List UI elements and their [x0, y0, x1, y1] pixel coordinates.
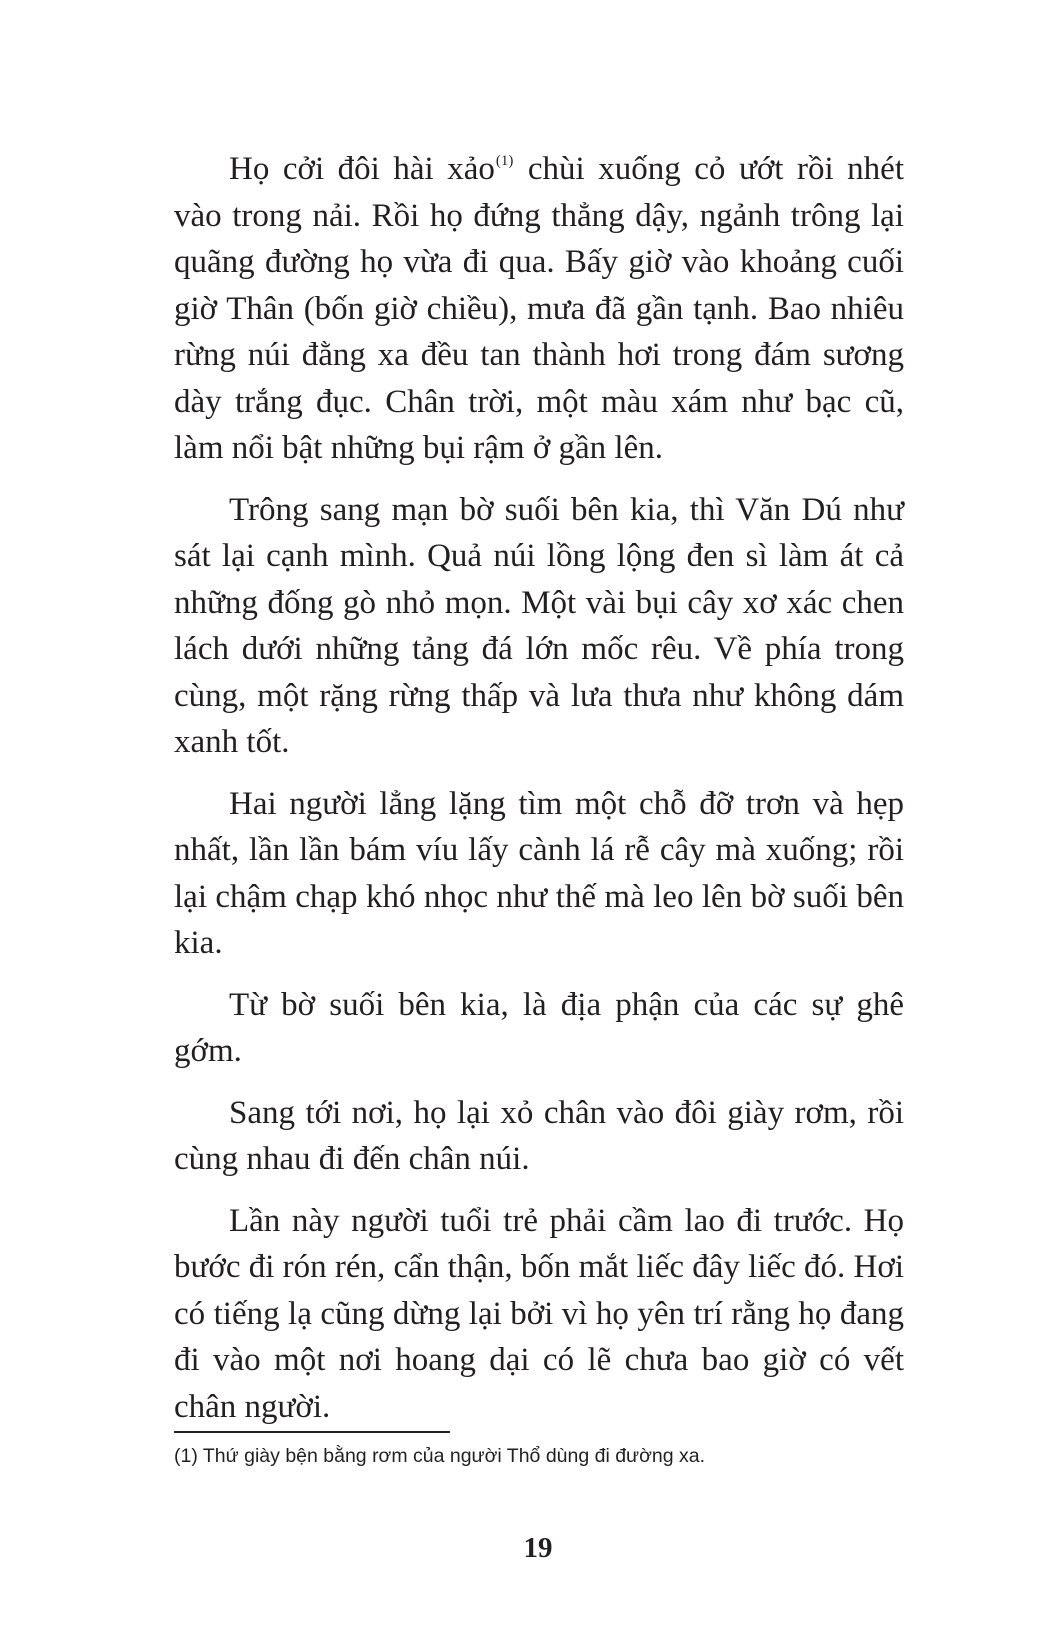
footnote-divider: [174, 1431, 450, 1433]
paragraph-4: Từ bờ suối bên kia, là địa phận của các sự ghê gớm.: [174, 986, 904, 1069]
paragraph-1-start: Họ cởi đôi hài xảo: [229, 151, 495, 187]
paragraph-3: Hai người lẳng lặng tìm một chỗ đỡ trơn và hẹp nhất, lần lần bám víu lấy cành lá rễ cây mà xuống; rồi lại chậm chạp khó nhọc như thế mà leo lên bờ suối bên kia.: [174, 785, 904, 961]
page-number: 19: [523, 1532, 553, 1564]
footnote-reference: (1): [495, 153, 514, 169]
body-text: [174, 146, 904, 1430]
paragraph-1-rest: chùi xuống cỏ ướt rồi nhét vào trong nải. Rồi họ đứng thẳng dậy, ngảnh trông lại quãng đường họ vừa đi qua. Bấy giờ vào khoảng cuối giờ Thân (bốn giờ chiều), mưa đã gần tạnh. Bao nhiêu rừng núi đằng xa đều tan thành hơi trong đám sương dày trắng đục. Chân trời, một màu xám như bạc cũ, làm nổi bật những bụi rậm ở gần lên.: [174, 151, 904, 466]
footnote: (1) Thứ giày bện bằng rơm của người Thổ dùng đi đường xa.: [174, 1445, 706, 1467]
paragraph-6: Lần này người tuổi trẻ phải cầm lao đi trước. Họ bước đi rón rén, cẩn thận, bốn mắt liếc đây liếc đó. Hơi có tiếng lạ cũng dừng lại bởi vì họ yên trí rằng họ đang đi vào một nơi hoang dại có lẽ chưa bao giờ có vết chân người.: [174, 1202, 904, 1425]
paragraph-5: Sang tới nơi, họ lại xỏ chân vào đôi giày rơm, rồi cùng nhau đi đến chân núi.: [174, 1094, 904, 1177]
paragraph-1: [174, 146, 904, 472]
paragraph-2: Trông sang mạn bờ suối bên kia, thì Văn Dú như sát lại cạnh mình. Quả núi lồng lộng đen sì làm át cả những đống gò nhỏ mọn. Một vài bụi cây xơ xác chen lách dưới những tảng đá lớn mốc rêu. Về phía trong cùng, một rặng rừng thấp và lưa thưa như không dám xanh tốt.: [174, 491, 904, 760]
